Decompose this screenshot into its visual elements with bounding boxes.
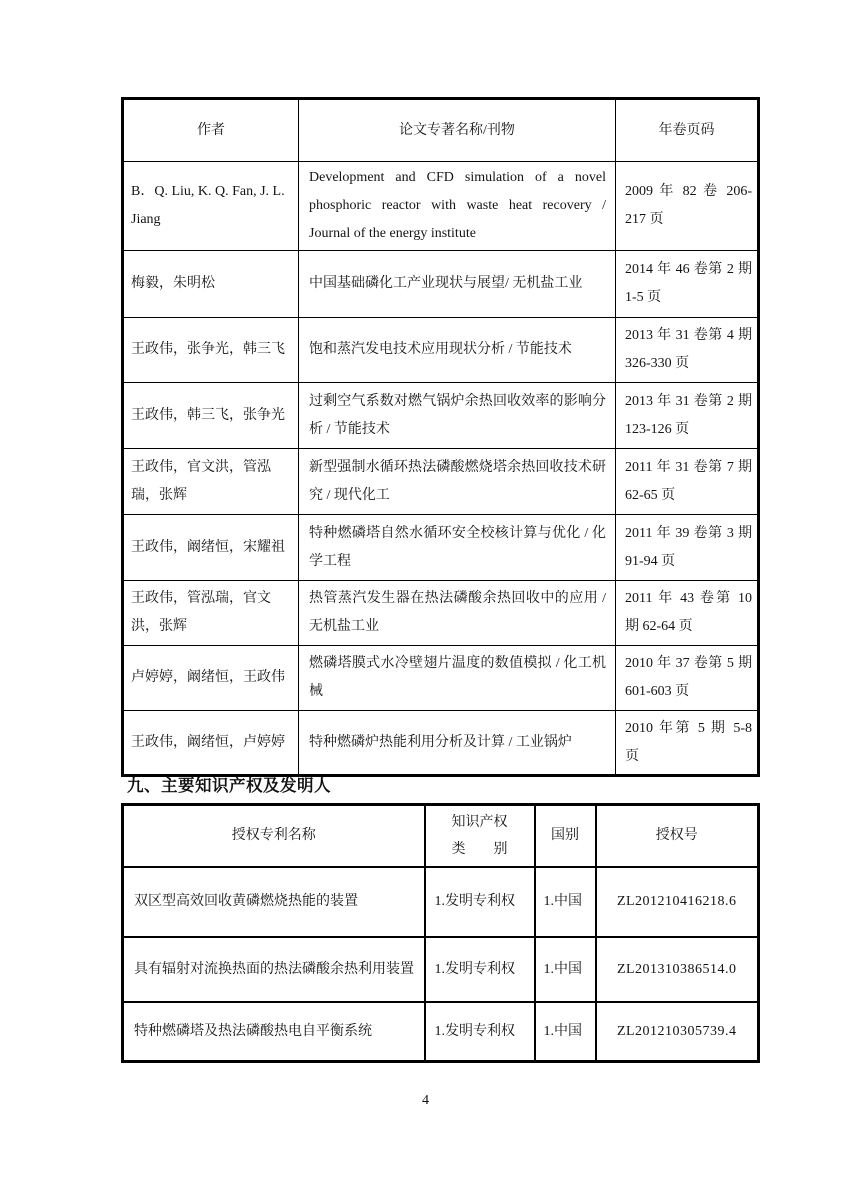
table-row	[123, 449, 759, 515]
table-row	[123, 937, 759, 1002]
ref-cell: 2010 年 37 卷第 5 期 601-603 页	[616, 646, 759, 711]
ip-type-cell: 1.发明专利权	[425, 937, 535, 1002]
ref-cell: 2014 年 46 卷第 2 期 1-5 页	[616, 251, 759, 318]
title-cell: 过剩空气系数对燃气锅炉余热回收效率的影响分析 / 节能技术	[299, 383, 616, 449]
title-cell: 新型强制水循环热法磷酸燃烧塔余热回收技术研究 / 现代化工	[299, 449, 616, 515]
country-cell: 1.中国	[535, 867, 596, 937]
patent-name-cell: 具有辐射对流换热面的热法磷酸余热利用装置	[123, 937, 425, 1002]
ref-cell: 2009 年 82 卷 206-217 页	[616, 162, 759, 251]
table-row	[123, 867, 759, 937]
ref-cell: 2011 年 39 卷第 3 期 91-94 页	[616, 515, 759, 581]
patent-number-cell: ZL201210305739.4	[596, 1002, 759, 1062]
authors-cell: 卢婷婷，阚绪恒，王政伟	[123, 646, 299, 711]
ip-type-cell: 1.发明专利权	[425, 867, 535, 937]
table-row	[123, 383, 759, 449]
ref-cell: 2011 年 31 卷第 7 期 62-65 页	[616, 449, 759, 515]
header-country: 国别	[535, 805, 596, 867]
ref-cell: 2010 年第 5 期 5-8 页	[616, 711, 759, 776]
authors-cell: 王政伟，管泓瑞，官文洪，张辉	[123, 581, 299, 646]
patent-number-cell: ZL201310386514.0	[596, 937, 759, 1002]
authors-cell: 王政伟，官文洪，管泓瑞，张辉	[123, 449, 299, 515]
publications-header-row	[123, 99, 759, 162]
header-authors: 作者	[123, 99, 299, 162]
patent-name-cell: 双区型高效回收黄磷燃烧热能的装置	[123, 867, 425, 937]
title-cell: Development and CFD simulation of a novel phosphoric reactor with waste heat recovery / Journal of the energy institute	[299, 162, 616, 251]
title-cell: 特种燃磷塔自然水循环安全校核计算与优化 / 化学工程	[299, 515, 616, 581]
patents-table	[121, 803, 760, 1063]
publications-table	[121, 97, 760, 777]
title-cell: 燃磷塔膜式水冷壁翅片温度的数值模拟 / 化工机械	[299, 646, 616, 711]
title-cell: 饱和蒸汽发电技术应用现状分析 / 节能技术	[299, 318, 616, 383]
authors-cell: B．Q. Liu, K. Q. Fan, J. L. Jiang	[123, 162, 299, 251]
ref-cell: 2011 年 43 卷第 10 期 62-64 页	[616, 581, 759, 646]
table-row	[123, 581, 759, 646]
authors-cell: 梅毅，朱明松	[123, 251, 299, 318]
table-row	[123, 711, 759, 776]
header-ip-type-line2: 类 别	[451, 841, 508, 857]
authors-cell: 王政伟，阚绪恒，宋耀祖	[123, 515, 299, 581]
header-ref: 年卷页码	[616, 99, 759, 162]
header-ip-type-line1: 知识产权	[451, 814, 508, 830]
ref-cell: 2013 年 31 卷第 4 期 326-330 页	[616, 318, 759, 383]
header-ip-type	[425, 805, 535, 867]
section-title: 九、主要知识产权及发明人	[127, 777, 331, 795]
table-row	[123, 251, 759, 318]
title-cell: 中国基础磷化工产业现状与展望/ 无机盐工业	[299, 251, 616, 318]
header-number: 授权号	[596, 805, 759, 867]
authors-cell: 王政伟，张争光，韩三飞	[123, 318, 299, 383]
ip-type-cell: 1.发明专利权	[425, 1002, 535, 1062]
patent-name-cell: 特种燃磷塔及热法磷酸热电自平衡系统	[123, 1002, 425, 1062]
patents-header-row	[123, 805, 759, 867]
title-cell: 特种燃磷炉热能利用分析及计算 / 工业锅炉	[299, 711, 616, 776]
table-row	[123, 318, 759, 383]
country-cell: 1.中国	[535, 937, 596, 1002]
ref-cell: 2013 年 31 卷第 2 期 123-126 页	[616, 383, 759, 449]
country-cell: 1.中国	[535, 1002, 596, 1062]
authors-cell: 王政伟，阚绪恒，卢婷婷	[123, 711, 299, 776]
table-row	[123, 1002, 759, 1062]
title-cell: 热管蒸汽发生器在热法磷酸余热回收中的应用 / 无机盐工业	[299, 581, 616, 646]
table-row	[123, 162, 759, 251]
authors-cell: 王政伟，韩三飞，张争光	[123, 383, 299, 449]
patent-number-cell: ZL201210416218.6	[596, 867, 759, 937]
table-row	[123, 515, 759, 581]
header-patent-name: 授权专利名称	[123, 805, 425, 867]
header-title: 论文专著名称/刊物	[299, 99, 616, 162]
table-row	[123, 646, 759, 711]
page-number: 4	[422, 1093, 429, 1108]
